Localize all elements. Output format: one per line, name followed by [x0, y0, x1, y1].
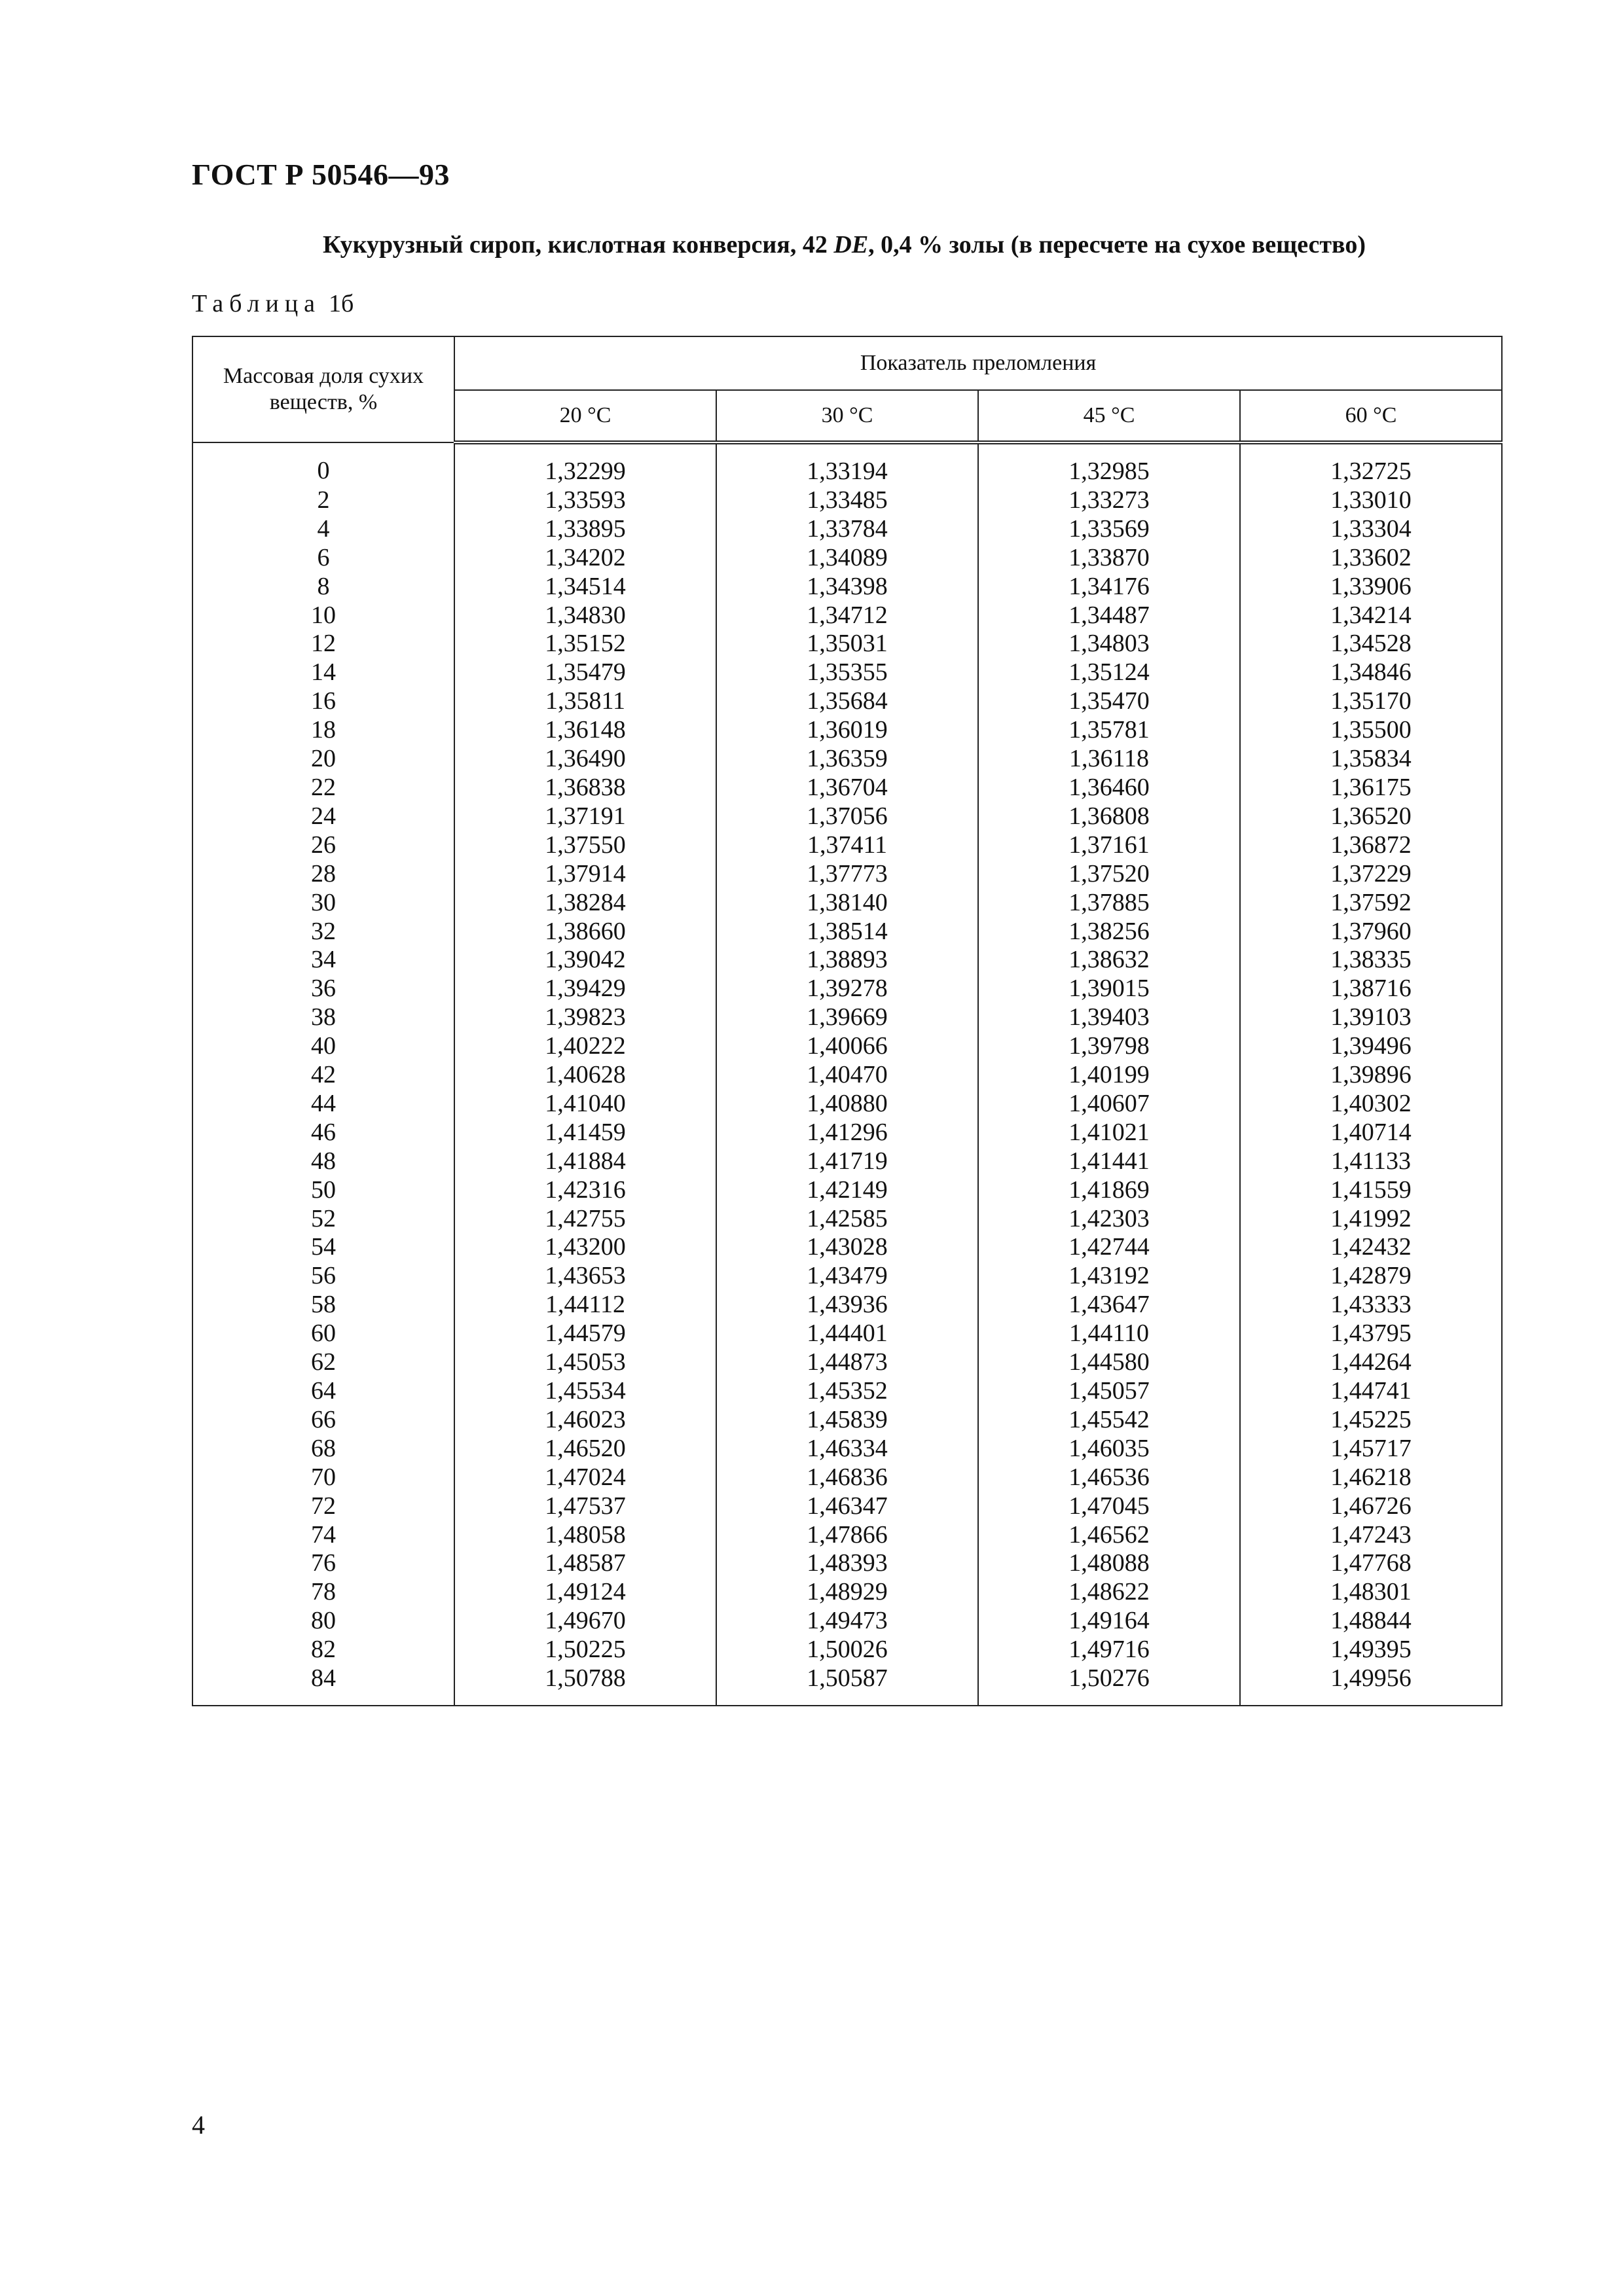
refractive-index-cell: 1,33602	[1240, 544, 1502, 573]
refractive-index-cell: 1,33273	[978, 486, 1240, 515]
table-row	[192, 1003, 1502, 1032]
table-row	[192, 1377, 1502, 1406]
refractive-index-cell: 1,47768	[1240, 1549, 1502, 1578]
refractive-index-cell: 1,38284	[454, 889, 716, 918]
refractive-index-cell: 1,40880	[716, 1090, 978, 1119]
refractive-index-cell: 1,39896	[1240, 1061, 1502, 1090]
refractive-index-cell: 1,45717	[1240, 1435, 1502, 1463]
mass-fraction-cell: 4	[192, 515, 454, 544]
mass-fraction-cell: 50	[192, 1176, 454, 1205]
mass-fraction-cell: 66	[192, 1406, 454, 1435]
refractive-index-cell: 1,47243	[1240, 1521, 1502, 1550]
table-row	[192, 573, 1502, 601]
refractive-index-cell: 1,40066	[716, 1032, 978, 1061]
table-row	[192, 918, 1502, 946]
mass-fraction-cell: 68	[192, 1435, 454, 1463]
refractive-index-cell: 1,41021	[978, 1119, 1240, 1147]
mass-fraction-cell: 6	[192, 544, 454, 573]
table-row	[192, 1147, 1502, 1176]
refractive-index-cell: 1,36175	[1240, 774, 1502, 802]
refractive-index-cell: 1,35684	[716, 687, 978, 716]
mass-fraction-cell: 32	[192, 918, 454, 946]
refractive-index-cell: 1,37191	[454, 802, 716, 831]
refractive-index-cell: 1,43028	[716, 1233, 978, 1262]
mass-fraction-cell: 78	[192, 1578, 454, 1607]
refractive-index-cell: 1,39015	[978, 975, 1240, 1003]
table-row	[192, 716, 1502, 745]
refractive-index-cell: 1,38335	[1240, 946, 1502, 975]
mass-fraction-cell: 64	[192, 1377, 454, 1406]
refractive-index-cell: 1,33895	[454, 515, 716, 544]
refractive-index-cell: 1,36118	[978, 745, 1240, 774]
refractive-index-cell: 1,33870	[978, 544, 1240, 573]
mass-fraction-cell: 26	[192, 831, 454, 860]
mass-fraction-cell: 60	[192, 1319, 454, 1348]
mass-fraction-cell: 76	[192, 1549, 454, 1578]
refractive-index-cell: 1,39669	[716, 1003, 978, 1032]
refractive-index-cell: 1,43333	[1240, 1291, 1502, 1319]
refractive-index-cell: 1,39496	[1240, 1032, 1502, 1061]
refractive-index-cell: 1,43795	[1240, 1319, 1502, 1348]
table-row	[192, 1578, 1502, 1607]
refractive-index-cell: 1,36460	[978, 774, 1240, 802]
refractive-index-cell: 1,44401	[716, 1319, 978, 1348]
refractive-index-cell: 1,49395	[1240, 1636, 1502, 1664]
refractive-index-cell: 1,49716	[978, 1636, 1240, 1664]
mass-fraction-cell: 84	[192, 1664, 454, 1706]
refractive-index-cell: 1,33906	[1240, 573, 1502, 601]
refractive-index-cell: 1,37520	[978, 860, 1240, 889]
refractive-index-cell: 1,48844	[1240, 1607, 1502, 1636]
mass-fraction-cell: 24	[192, 802, 454, 831]
refractive-index-cell: 1,36490	[454, 745, 716, 774]
table-row	[192, 1262, 1502, 1291]
refractive-index-cell: 1,50276	[978, 1664, 1240, 1706]
table-caption-word: Таблица	[192, 290, 321, 317]
refractive-index-cell: 1,35811	[454, 687, 716, 716]
refractive-index-cell: 1,39103	[1240, 1003, 1502, 1032]
refractive-index-cell: 1,33485	[716, 486, 978, 515]
table-row	[192, 687, 1502, 716]
refractive-index-cell: 1,41459	[454, 1119, 716, 1147]
refractive-index-cell: 1,33304	[1240, 515, 1502, 544]
mass-fraction-cell: 22	[192, 774, 454, 802]
refractive-index-cell: 1,45542	[978, 1406, 1240, 1435]
refractive-index-table	[192, 336, 1503, 1706]
refractive-index-cell: 1,36838	[454, 774, 716, 802]
refractive-index-cell: 1,40470	[716, 1061, 978, 1090]
refractive-index-cell: 1,42879	[1240, 1262, 1502, 1291]
mass-fraction-cell: 2	[192, 486, 454, 515]
refractive-index-cell: 1,46836	[716, 1463, 978, 1492]
refractive-index-cell: 1,39403	[978, 1003, 1240, 1032]
refractive-index-cell: 1,41559	[1240, 1176, 1502, 1205]
refractive-index-cell: 1,49164	[978, 1607, 1240, 1636]
refractive-index-cell: 1,45225	[1240, 1406, 1502, 1435]
mass-fraction-cell: 58	[192, 1291, 454, 1319]
table-row	[192, 975, 1502, 1003]
table-row	[192, 1664, 1502, 1706]
temperature-header: 30 °С	[716, 390, 978, 442]
refractive-index-cell: 1,43479	[716, 1262, 978, 1291]
refractive-index-cell: 1,42303	[978, 1205, 1240, 1234]
mass-fraction-cell: 56	[192, 1262, 454, 1291]
page-number: 4	[192, 2110, 205, 2140]
table-row	[192, 515, 1502, 544]
table-row	[192, 1636, 1502, 1664]
table-row	[192, 630, 1502, 658]
refractive-index-cell: 1,36359	[716, 745, 978, 774]
table-caption-number: 1б	[329, 290, 354, 317]
refractive-index-cell: 1,41040	[454, 1090, 716, 1119]
refractive-index-cell: 1,46218	[1240, 1463, 1502, 1492]
mass-fraction-cell: 34	[192, 946, 454, 975]
refractive-index-cell: 1,48929	[716, 1578, 978, 1607]
refractive-index-cell: 1,35781	[978, 716, 1240, 745]
refractive-index-cell: 1,41884	[454, 1147, 716, 1176]
table-row	[192, 1492, 1502, 1521]
mass-fraction-cell: 74	[192, 1521, 454, 1550]
table-row	[192, 774, 1502, 802]
refractive-index-cell: 1,42755	[454, 1205, 716, 1234]
refractive-index-cell: 1,32299	[454, 442, 716, 486]
refractive-index-cell: 1,49956	[1240, 1664, 1502, 1706]
refractive-index-cell: 1,37773	[716, 860, 978, 889]
table-row	[192, 544, 1502, 573]
refractive-index-cell: 1,35124	[978, 658, 1240, 687]
refractive-index-cell: 1,36704	[716, 774, 978, 802]
refractive-index-cell: 1,39278	[716, 975, 978, 1003]
refractive-index-cell: 1,50587	[716, 1664, 978, 1706]
refractive-index-cell: 1,41296	[716, 1119, 978, 1147]
refractive-index-cell: 1,46035	[978, 1435, 1240, 1463]
refractive-index-cell: 1,42149	[716, 1176, 978, 1205]
refractive-index-cell: 1,46334	[716, 1435, 978, 1463]
refractive-index-cell: 1,49473	[716, 1607, 978, 1636]
mass-fraction-cell: 30	[192, 889, 454, 918]
refractive-index-cell: 1,33194	[716, 442, 978, 486]
refractive-index-cell: 1,41869	[978, 1176, 1240, 1205]
refractive-index-cell: 1,43192	[978, 1262, 1240, 1291]
refractive-index-cell: 1,49670	[454, 1607, 716, 1636]
refractive-index-cell: 1,41992	[1240, 1205, 1502, 1234]
refractive-index-cell: 1,47866	[716, 1521, 978, 1550]
table-row	[192, 1463, 1502, 1492]
refractive-index-header: Показатель преломления	[454, 336, 1502, 390]
mass-fraction-cell: 20	[192, 745, 454, 774]
refractive-index-cell: 1,34528	[1240, 630, 1502, 658]
mass-fraction-cell: 18	[192, 716, 454, 745]
mass-fraction-cell: 12	[192, 630, 454, 658]
refractive-index-cell: 1,43653	[454, 1262, 716, 1291]
refractive-index-cell: 1,37960	[1240, 918, 1502, 946]
refractive-index-cell: 1,46726	[1240, 1492, 1502, 1521]
refractive-index-cell: 1,43936	[716, 1291, 978, 1319]
refractive-index-cell: 1,35479	[454, 658, 716, 687]
refractive-index-cell: 1,40714	[1240, 1119, 1502, 1147]
mass-fraction-cell: 10	[192, 601, 454, 630]
refractive-index-cell: 1,46536	[978, 1463, 1240, 1492]
refractive-index-cell: 1,36872	[1240, 831, 1502, 860]
refractive-index-cell: 1,46347	[716, 1492, 978, 1521]
refractive-index-cell: 1,33569	[978, 515, 1240, 544]
table-row	[192, 1319, 1502, 1348]
mass-fraction-cell: 40	[192, 1032, 454, 1061]
refractive-index-cell: 1,44112	[454, 1291, 716, 1319]
mass-fraction-cell: 36	[192, 975, 454, 1003]
refractive-index-cell: 1,39042	[454, 946, 716, 975]
table-row	[192, 1521, 1502, 1550]
refractive-index-cell: 1,42744	[978, 1233, 1240, 1262]
refractive-index-cell: 1,34712	[716, 601, 978, 630]
table-caption	[192, 289, 354, 318]
refractive-index-cell: 1,44873	[716, 1348, 978, 1377]
table-row	[192, 658, 1502, 687]
mass-fraction-cell: 0	[192, 442, 454, 486]
refractive-index-cell: 1,40199	[978, 1061, 1240, 1090]
temperature-header: 60 °С	[1240, 390, 1502, 442]
refractive-index-cell: 1,37885	[978, 889, 1240, 918]
refractive-index-cell: 1,44264	[1240, 1348, 1502, 1377]
refractive-index-cell: 1,37914	[454, 860, 716, 889]
table-row	[192, 1607, 1502, 1636]
refractive-index-cell: 1,40302	[1240, 1090, 1502, 1119]
refractive-index-cell: 1,42585	[716, 1205, 978, 1234]
mass-fraction-cell: 80	[192, 1607, 454, 1636]
refractive-index-cell: 1,37550	[454, 831, 716, 860]
refractive-index-cell: 1,46562	[978, 1521, 1240, 1550]
refractive-index-cell: 1,48088	[978, 1549, 1240, 1578]
refractive-index-cell: 1,50788	[454, 1664, 716, 1706]
refractive-index-cell: 1,41719	[716, 1147, 978, 1176]
refractive-index-cell: 1,48587	[454, 1549, 716, 1578]
refractive-index-cell: 1,37411	[716, 831, 978, 860]
mass-fraction-cell: 16	[192, 687, 454, 716]
refractive-index-cell: 1,38660	[454, 918, 716, 946]
refractive-index-cell: 1,33784	[716, 515, 978, 544]
table-row	[192, 1233, 1502, 1262]
refractive-index-cell: 1,32985	[978, 442, 1240, 486]
mass-fraction-cell: 48	[192, 1147, 454, 1176]
refractive-index-cell: 1,39798	[978, 1032, 1240, 1061]
refractive-index-cell: 1,36148	[454, 716, 716, 745]
refractive-index-cell: 1,37229	[1240, 860, 1502, 889]
refractive-index-cell: 1,44110	[978, 1319, 1240, 1348]
refractive-index-cell: 1,36808	[978, 802, 1240, 831]
table-row	[192, 831, 1502, 860]
refractive-index-cell: 1,45534	[454, 1377, 716, 1406]
table-row	[192, 946, 1502, 975]
table-row	[192, 486, 1502, 515]
table-row	[192, 1090, 1502, 1119]
table-row	[192, 889, 1502, 918]
mass-fraction-cell: 38	[192, 1003, 454, 1032]
refractive-index-cell: 1,44741	[1240, 1377, 1502, 1406]
refractive-index-cell: 1,38716	[1240, 975, 1502, 1003]
refractive-index-cell: 1,40628	[454, 1061, 716, 1090]
refractive-index-cell: 1,44580	[978, 1348, 1240, 1377]
mass-fraction-cell: 62	[192, 1348, 454, 1377]
mass-fraction-cell: 14	[192, 658, 454, 687]
temperature-header: 45 °С	[978, 390, 1240, 442]
refractive-index-cell: 1,46023	[454, 1406, 716, 1435]
refractive-index-cell: 1,34214	[1240, 601, 1502, 630]
table-row	[192, 745, 1502, 774]
refractive-index-cell: 1,41133	[1240, 1147, 1502, 1176]
mass-fraction-cell: 54	[192, 1233, 454, 1262]
refractive-index-cell: 1,48301	[1240, 1578, 1502, 1607]
mass-fraction-cell: 42	[192, 1061, 454, 1090]
refractive-index-cell: 1,37056	[716, 802, 978, 831]
refractive-index-cell: 1,34398	[716, 573, 978, 601]
table-row	[192, 1061, 1502, 1090]
table-row	[192, 802, 1502, 831]
refractive-index-cell: 1,35170	[1240, 687, 1502, 716]
table-row	[192, 1435, 1502, 1463]
refractive-index-cell: 1,42316	[454, 1176, 716, 1205]
table-row	[192, 442, 1502, 486]
refractive-index-cell: 1,47045	[978, 1492, 1240, 1521]
title-text-after: , 0,4 % золы (в пересчете на сухое вещество)	[868, 231, 1366, 259]
refractive-index-cell: 1,46520	[454, 1435, 716, 1463]
table-title	[190, 230, 1499, 259]
table-row	[192, 1032, 1502, 1061]
refractive-index-cell: 1,43200	[454, 1233, 716, 1262]
refractive-index-cell: 1,33010	[1240, 486, 1502, 515]
refractive-index-cell: 1,33593	[454, 486, 716, 515]
refractive-index-cell: 1,34830	[454, 601, 716, 630]
mass-fraction-cell: 46	[192, 1119, 454, 1147]
refractive-index-cell: 1,34202	[454, 544, 716, 573]
refractive-index-cell: 1,50225	[454, 1636, 716, 1664]
refractive-index-cell: 1,45839	[716, 1406, 978, 1435]
table-row	[192, 1406, 1502, 1435]
mass-fraction-cell: 44	[192, 1090, 454, 1119]
refractive-index-cell: 1,43647	[978, 1291, 1240, 1319]
title-de-abbrev: DE	[833, 231, 869, 259]
refractive-index-cell: 1,50026	[716, 1636, 978, 1664]
refractive-index-cell: 1,35500	[1240, 716, 1502, 745]
refractive-index-cell: 1,36019	[716, 716, 978, 745]
mass-fraction-cell: 70	[192, 1463, 454, 1492]
standard-designation: ГОСТ Р 50546—93	[192, 158, 450, 191]
refractive-index-cell: 1,48058	[454, 1521, 716, 1550]
mass-fraction-cell: 8	[192, 573, 454, 601]
refractive-index-cell: 1,35152	[454, 630, 716, 658]
refractive-index-cell: 1,48393	[716, 1549, 978, 1578]
refractive-index-cell: 1,39823	[454, 1003, 716, 1032]
temperature-header: 20 °С	[454, 390, 716, 442]
refractive-index-cell: 1,34487	[978, 601, 1240, 630]
refractive-index-cell: 1,45053	[454, 1348, 716, 1377]
refractive-index-cell: 1,40607	[978, 1090, 1240, 1119]
table-row	[192, 1291, 1502, 1319]
refractive-index-cell: 1,49124	[454, 1578, 716, 1607]
refractive-index-cell: 1,39429	[454, 975, 716, 1003]
mass-fraction-cell: 72	[192, 1492, 454, 1521]
refractive-index-cell: 1,34089	[716, 544, 978, 573]
table-row	[192, 601, 1502, 630]
refractive-index-cell: 1,47024	[454, 1463, 716, 1492]
refractive-index-cell: 1,35470	[978, 687, 1240, 716]
mass-fraction-cell: 28	[192, 860, 454, 889]
refractive-index-cell: 1,44579	[454, 1319, 716, 1348]
refractive-index-cell: 1,37592	[1240, 889, 1502, 918]
refractive-index-cell: 1,42432	[1240, 1233, 1502, 1262]
table-row	[192, 1549, 1502, 1578]
title-text-before: Кукурузный сироп, кислотная конверсия, 42	[323, 231, 834, 259]
refractive-index-cell: 1,36520	[1240, 802, 1502, 831]
table-row	[192, 1176, 1502, 1205]
mass-fraction-cell: 52	[192, 1205, 454, 1234]
refractive-index-cell: 1,41441	[978, 1147, 1240, 1176]
refractive-index-cell: 1,45352	[716, 1377, 978, 1406]
mass-fraction-cell: 82	[192, 1636, 454, 1664]
refractive-index-cell: 1,37161	[978, 831, 1240, 860]
table-row	[192, 1348, 1502, 1377]
refractive-index-cell: 1,45057	[978, 1377, 1240, 1406]
refractive-index-cell: 1,35834	[1240, 745, 1502, 774]
mass-fraction-header: Массовая доля сухих веществ, %	[192, 336, 454, 442]
table-body	[192, 442, 1502, 1706]
table-row	[192, 1205, 1502, 1234]
refractive-index-cell: 1,35355	[716, 658, 978, 687]
refractive-index-cell: 1,47537	[454, 1492, 716, 1521]
table-row	[192, 1119, 1502, 1147]
refractive-index-cell: 1,34803	[978, 630, 1240, 658]
table-row	[192, 860, 1502, 889]
refractive-index-cell: 1,38632	[978, 946, 1240, 975]
refractive-index-cell: 1,34176	[978, 573, 1240, 601]
refractive-index-cell: 1,34514	[454, 573, 716, 601]
refractive-index-cell: 1,38514	[716, 918, 978, 946]
refractive-index-cell: 1,38893	[716, 946, 978, 975]
refractive-index-cell: 1,38140	[716, 889, 978, 918]
refractive-index-cell: 1,32725	[1240, 442, 1502, 486]
refractive-index-cell: 1,34846	[1240, 658, 1502, 687]
refractive-index-cell: 1,48622	[978, 1578, 1240, 1607]
refractive-index-cell: 1,40222	[454, 1032, 716, 1061]
refractive-index-cell: 1,38256	[978, 918, 1240, 946]
refractive-index-cell: 1,35031	[716, 630, 978, 658]
